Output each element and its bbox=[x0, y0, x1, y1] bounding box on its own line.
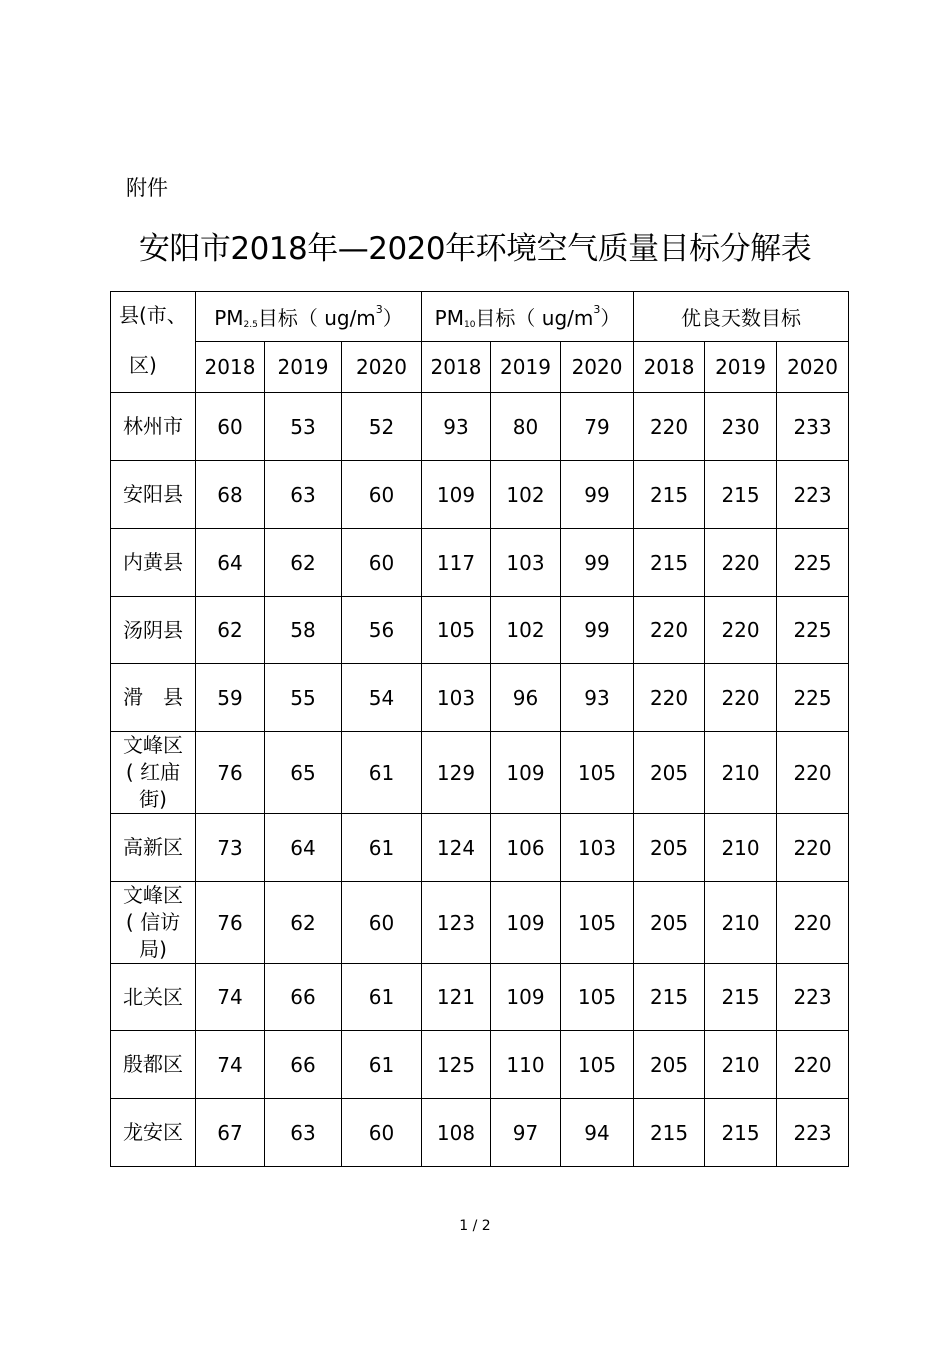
table-row bbox=[111, 529, 849, 597]
attachment-label: 附件 bbox=[126, 176, 168, 200]
year-header-row bbox=[111, 342, 849, 393]
value-cell: 225 bbox=[777, 597, 849, 664]
county-name-cell bbox=[111, 1099, 196, 1167]
value-cell: 63 bbox=[265, 461, 342, 529]
value-cell: 223 bbox=[777, 461, 849, 529]
value-cell: 93 bbox=[422, 393, 491, 461]
county-name-line: ( 信访 bbox=[125, 910, 181, 934]
value-cell: 102 bbox=[491, 461, 561, 529]
value-cell: 99 bbox=[561, 461, 634, 529]
table-row bbox=[111, 1031, 849, 1099]
value-cell: 105 bbox=[561, 732, 634, 814]
county-column-header bbox=[111, 292, 196, 393]
county-name-line: 龙安区 bbox=[123, 1120, 183, 1144]
air-quality-target-table bbox=[110, 291, 849, 1167]
value-cell: 96 bbox=[491, 664, 561, 732]
value-cell: 99 bbox=[561, 597, 634, 664]
value-cell: 63 bbox=[265, 1099, 342, 1167]
group-label: 目标（ ug/m bbox=[257, 306, 376, 330]
value-cell: 225 bbox=[777, 664, 849, 732]
value-cell: 215 bbox=[634, 461, 705, 529]
value-cell: 53 bbox=[265, 393, 342, 461]
value-cell: 205 bbox=[634, 882, 705, 964]
value-cell: 123 bbox=[422, 882, 491, 964]
year-header: 2020 bbox=[342, 342, 422, 393]
value-cell: 125 bbox=[422, 1031, 491, 1099]
county-name-cell bbox=[111, 461, 196, 529]
group-label: 目标（ ug/m bbox=[475, 306, 594, 330]
county-name-line: 北关区 bbox=[123, 984, 183, 1009]
year-header: 2018 bbox=[196, 342, 265, 393]
county-header-line: 县(市、 bbox=[119, 303, 187, 327]
value-cell: 220 bbox=[634, 664, 705, 732]
value-cell: 215 bbox=[705, 964, 777, 1031]
value-cell: 68 bbox=[196, 461, 265, 529]
value-cell: 54 bbox=[342, 664, 422, 732]
value-cell: 76 bbox=[196, 732, 265, 814]
value-cell: 76 bbox=[196, 882, 265, 964]
value-cell: 65 bbox=[265, 732, 342, 814]
value-cell: 210 bbox=[705, 882, 777, 964]
value-cell: 215 bbox=[634, 1099, 705, 1167]
table-row bbox=[111, 732, 849, 814]
pm-prefix: PM bbox=[214, 306, 244, 330]
county-name-cell bbox=[111, 882, 196, 964]
value-cell: 61 bbox=[342, 964, 422, 1031]
value-cell: 215 bbox=[705, 1099, 777, 1167]
value-cell: 124 bbox=[422, 814, 491, 882]
value-cell: 62 bbox=[265, 882, 342, 964]
value-cell: 223 bbox=[777, 1099, 849, 1167]
value-cell: 60 bbox=[342, 461, 422, 529]
group-suffix: ） bbox=[382, 306, 403, 330]
value-cell: 64 bbox=[265, 814, 342, 882]
pm-subscript: 10 bbox=[463, 320, 476, 330]
table-row bbox=[111, 664, 849, 732]
value-cell: 215 bbox=[634, 964, 705, 1031]
value-cell: 55 bbox=[265, 664, 342, 732]
value-cell: 105 bbox=[561, 882, 634, 964]
year-header: 2018 bbox=[634, 342, 705, 393]
value-cell: 109 bbox=[491, 964, 561, 1031]
value-cell: 60 bbox=[342, 1099, 422, 1167]
value-cell: 215 bbox=[634, 529, 705, 597]
value-cell: 121 bbox=[422, 964, 491, 1031]
value-cell: 220 bbox=[777, 732, 849, 814]
value-cell: 99 bbox=[561, 529, 634, 597]
county-name-line: 内黄县 bbox=[123, 550, 183, 574]
value-cell: 80 bbox=[491, 393, 561, 461]
county-name-line: 文峰区 bbox=[123, 733, 183, 757]
county-name-cell bbox=[111, 529, 196, 597]
value-cell: 56 bbox=[342, 597, 422, 664]
value-cell: 117 bbox=[422, 529, 491, 597]
county-name-line: 汤阴县 bbox=[123, 617, 183, 642]
value-cell: 220 bbox=[777, 882, 849, 964]
county-name-cell bbox=[111, 814, 196, 882]
county-name-cell bbox=[111, 393, 196, 461]
value-cell: 93 bbox=[561, 664, 634, 732]
value-cell: 60 bbox=[196, 393, 265, 461]
county-name-cell bbox=[111, 664, 196, 732]
value-cell: 103 bbox=[491, 529, 561, 597]
value-cell: 79 bbox=[561, 393, 634, 461]
year-header: 2020 bbox=[777, 342, 849, 393]
value-cell: 102 bbox=[491, 597, 561, 664]
group-label: 优良天数目标 bbox=[681, 306, 802, 330]
group-suffix: ） bbox=[600, 306, 621, 330]
county-name-line: 高新区 bbox=[123, 835, 183, 859]
table-row bbox=[111, 1099, 849, 1167]
value-cell: 230 bbox=[705, 393, 777, 461]
value-cell: 215 bbox=[705, 461, 777, 529]
value-cell: 225 bbox=[777, 529, 849, 597]
value-cell: 109 bbox=[491, 882, 561, 964]
value-cell: 103 bbox=[561, 814, 634, 882]
value-cell: 205 bbox=[634, 1031, 705, 1099]
value-cell: 110 bbox=[491, 1031, 561, 1099]
value-cell: 64 bbox=[196, 529, 265, 597]
county-name-cell bbox=[111, 732, 196, 814]
year-header: 2019 bbox=[491, 342, 561, 393]
good-days-target-header bbox=[634, 292, 849, 342]
value-cell: 66 bbox=[265, 964, 342, 1031]
value-cell: 94 bbox=[561, 1099, 634, 1167]
page-number: 1 / 2 bbox=[459, 1218, 491, 1234]
county-name-line: 文峰区 bbox=[123, 883, 183, 907]
value-cell: 73 bbox=[196, 814, 265, 882]
value-cell: 105 bbox=[422, 597, 491, 664]
value-cell: 97 bbox=[491, 1099, 561, 1167]
value-cell: 60 bbox=[342, 529, 422, 597]
value-cell: 220 bbox=[777, 1031, 849, 1099]
unit-superscript: 3 bbox=[593, 303, 601, 316]
value-cell: 60 bbox=[342, 882, 422, 964]
value-cell: 52 bbox=[342, 393, 422, 461]
county-name-cell bbox=[111, 964, 196, 1031]
value-cell: 61 bbox=[342, 814, 422, 882]
pm-prefix: PM bbox=[434, 306, 464, 330]
year-header: 2019 bbox=[265, 342, 342, 393]
year-header: 2018 bbox=[422, 342, 491, 393]
value-cell: 58 bbox=[265, 597, 342, 664]
year-header: 2019 bbox=[705, 342, 777, 393]
value-cell: 109 bbox=[422, 461, 491, 529]
table-row bbox=[111, 461, 849, 529]
value-cell: 74 bbox=[196, 1031, 265, 1099]
value-cell: 109 bbox=[491, 732, 561, 814]
value-cell: 210 bbox=[705, 1031, 777, 1099]
value-cell: 223 bbox=[777, 964, 849, 1031]
county-name-line: 安阳县 bbox=[123, 482, 183, 506]
table-row bbox=[111, 964, 849, 1031]
table-row bbox=[111, 393, 849, 461]
county-name-cell bbox=[111, 597, 196, 664]
value-cell: 103 bbox=[422, 664, 491, 732]
value-cell: 74 bbox=[196, 964, 265, 1031]
value-cell: 61 bbox=[342, 1031, 422, 1099]
value-cell: 205 bbox=[634, 732, 705, 814]
value-cell: 205 bbox=[634, 814, 705, 882]
county-name-line: ( 红庙 bbox=[125, 760, 181, 784]
unit-superscript: 3 bbox=[375, 303, 383, 316]
value-cell: 106 bbox=[491, 814, 561, 882]
value-cell: 61 bbox=[342, 732, 422, 814]
document-title: 安阳市2018年—2020年环境空气质量目标分解表 bbox=[138, 231, 812, 267]
value-cell: 220 bbox=[634, 597, 705, 664]
value-cell: 62 bbox=[265, 529, 342, 597]
county-name-cell bbox=[111, 1031, 196, 1099]
value-cell: 210 bbox=[705, 814, 777, 882]
value-cell: 220 bbox=[705, 597, 777, 664]
value-cell: 220 bbox=[705, 664, 777, 732]
table-row bbox=[111, 597, 849, 664]
year-header: 2020 bbox=[561, 342, 634, 393]
value-cell: 210 bbox=[705, 732, 777, 814]
value-cell: 59 bbox=[196, 664, 265, 732]
value-cell: 233 bbox=[777, 393, 849, 461]
value-cell: 67 bbox=[196, 1099, 265, 1167]
group-header-row bbox=[111, 292, 849, 342]
county-name-line: 滑 县 bbox=[123, 685, 183, 709]
table-row bbox=[111, 814, 849, 882]
pm10-target-header bbox=[422, 292, 634, 342]
county-name-line: 林州市 bbox=[123, 414, 183, 438]
value-cell: 66 bbox=[265, 1031, 342, 1099]
value-cell: 108 bbox=[422, 1099, 491, 1167]
county-name-line: 殷都区 bbox=[123, 1052, 183, 1076]
value-cell: 105 bbox=[561, 1031, 634, 1099]
pm-subscript: 2.5 bbox=[243, 320, 258, 330]
value-cell: 220 bbox=[705, 529, 777, 597]
value-cell: 62 bbox=[196, 597, 265, 664]
pm25-target-header bbox=[196, 292, 422, 342]
value-cell: 129 bbox=[422, 732, 491, 814]
table-row bbox=[111, 882, 849, 964]
county-name-line: 街) bbox=[139, 787, 167, 811]
value-cell: 220 bbox=[634, 393, 705, 461]
value-cell: 105 bbox=[561, 964, 634, 1031]
value-cell: 220 bbox=[777, 814, 849, 882]
county-header-line: 区) bbox=[129, 353, 157, 377]
county-name-line: 局) bbox=[139, 937, 167, 961]
